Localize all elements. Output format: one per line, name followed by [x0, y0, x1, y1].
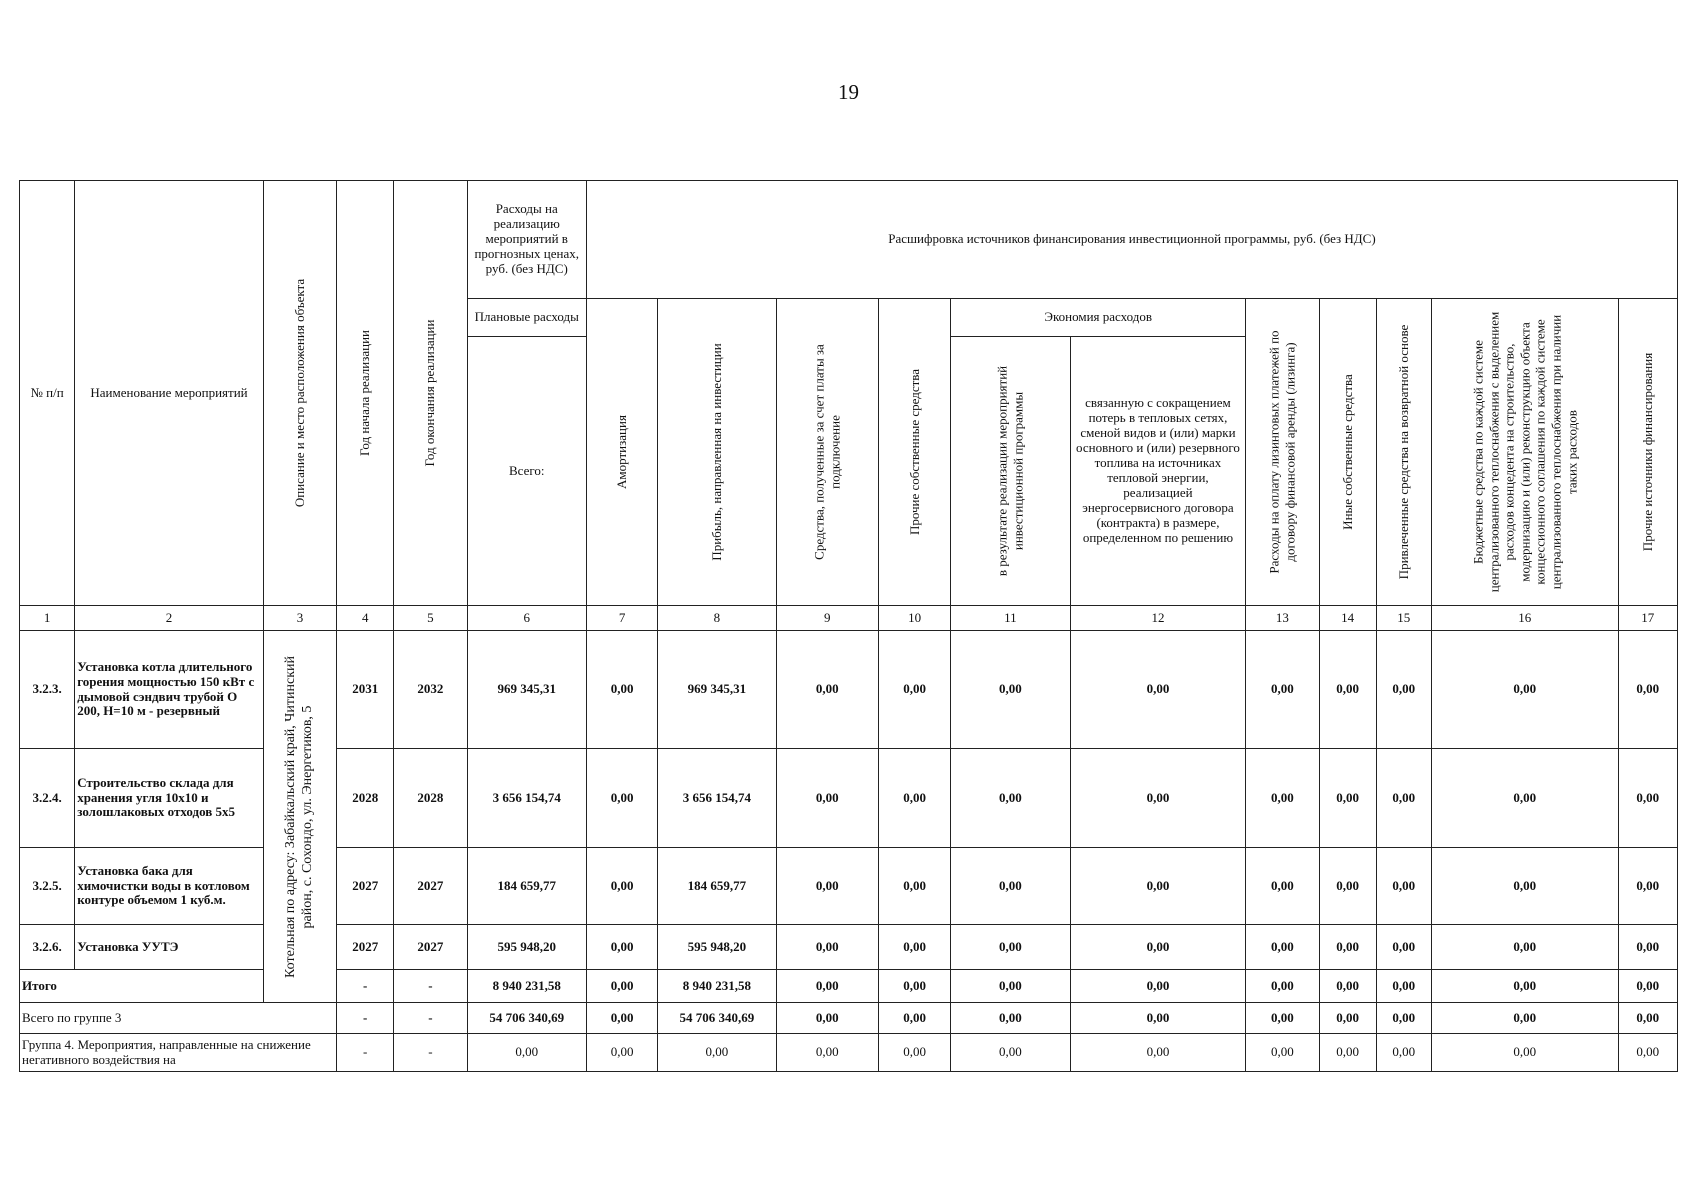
itogo-c7: 0,00	[586, 970, 657, 1003]
row-c10: 0,00	[878, 848, 950, 925]
colnum: 3	[263, 606, 336, 631]
header-borrowed: Привлеченные средства на возвратной основе	[1395, 324, 1411, 580]
row-end: 2032	[394, 631, 467, 749]
itogo-c15: 0,00	[1376, 970, 1431, 1003]
colnum: 17	[1618, 606, 1677, 631]
vsego-row	[20, 1003, 1678, 1034]
group4-total: 0,00	[467, 1034, 586, 1072]
colnum: 13	[1246, 606, 1319, 631]
row-c16: 0,00	[1431, 848, 1618, 925]
row-c15: 0,00	[1376, 749, 1431, 848]
row-c9: 0,00	[776, 749, 878, 848]
header-expenses: Расходы на реализацию мероприятий в прогнозных ценах, руб. (без НДС)	[467, 181, 586, 299]
row-c12: 0,00	[1070, 749, 1246, 848]
row-c16: 0,00	[1431, 925, 1618, 970]
header-other-own-funds: Иные собственные средства	[1339, 374, 1355, 530]
colnum: 16	[1431, 606, 1618, 631]
row-c15: 0,00	[1376, 848, 1431, 925]
colnum: 4	[337, 606, 394, 631]
group4-c15: 0,00	[1376, 1034, 1431, 1072]
header-planned: Плановые расходы	[467, 299, 586, 337]
investment-table	[19, 180, 1678, 1072]
row-name: Строительство склада для хранения угля 10х10 и золошлаковых отходов 5х5	[75, 749, 264, 848]
colnum: 12	[1070, 606, 1246, 631]
vsego-c13: 0,00	[1246, 1003, 1319, 1034]
row-c8: 969 345,31	[658, 631, 776, 749]
header-num: № п/п	[20, 181, 75, 606]
group4-c8: 0,00	[658, 1034, 776, 1072]
vsego-c17: 0,00	[1618, 1003, 1677, 1034]
header-budget: Бюджетные средства по каждой системе централизованного теплоснабжения с выделением расходов концедента на строительство, модернизацию и (или) реконструкцию объекта концессионного соглашения по каждой системе централизованного теплоснабжения при наличии таких расходов	[1470, 311, 1579, 593]
row-total: 3 656 154,74	[467, 749, 586, 848]
row-end: 2027	[394, 925, 467, 970]
location-cell	[263, 631, 336, 1003]
row-c7: 0,00	[586, 848, 657, 925]
row-start: 2031	[337, 631, 394, 749]
group4-label: Группа 4. Мероприятия, направленные на снижение негативного воздействия на	[20, 1034, 337, 1072]
row-c9: 0,00	[776, 848, 878, 925]
vsego-c15: 0,00	[1376, 1003, 1431, 1034]
colnum: 11	[951, 606, 1070, 631]
colnum: 14	[1319, 606, 1376, 631]
header-row-1	[20, 181, 1678, 299]
row-c8: 595 948,20	[658, 925, 776, 970]
row-c8: 3 656 154,74	[658, 749, 776, 848]
group4-c12: 0,00	[1070, 1034, 1246, 1072]
row-c10: 0,00	[878, 631, 950, 749]
vsego-c9: 0,00	[776, 1003, 878, 1034]
itogo-c17: 0,00	[1618, 970, 1677, 1003]
row-c10: 0,00	[878, 749, 950, 848]
vsego-c8: 54 706 340,69	[658, 1003, 776, 1034]
row-c14: 0,00	[1319, 925, 1376, 970]
itogo-start: -	[337, 970, 394, 1003]
header-profit: Прибыль, направленная на инвестиции	[709, 343, 725, 561]
header-start-year: Год начала реализации	[357, 329, 373, 457]
row-total: 184 659,77	[467, 848, 586, 925]
colnum: 10	[878, 606, 950, 631]
column-numbers-row	[20, 606, 1678, 631]
row-c16: 0,00	[1431, 749, 1618, 848]
group4-end: -	[394, 1034, 467, 1072]
group4-start: -	[337, 1034, 394, 1072]
row-c7: 0,00	[586, 631, 657, 749]
row-c12: 0,00	[1070, 631, 1246, 749]
location-text: Котельная по адресу: Забайкальский край, Читинский район, с. Сохондо, ул. Энергетиков, 5	[283, 655, 315, 978]
colnum: 7	[586, 606, 657, 631]
row-c13: 0,00	[1246, 848, 1319, 925]
header-name: Наименование мероприятий	[75, 181, 264, 606]
header-end-cell	[394, 181, 467, 606]
vsego-c10: 0,00	[878, 1003, 950, 1034]
row-name: Установка УУТЭ	[75, 925, 264, 970]
colnum: 1	[20, 606, 75, 631]
itogo-end: -	[394, 970, 467, 1003]
row-c14: 0,00	[1319, 749, 1376, 848]
row-num: 3.2.3.	[20, 631, 75, 749]
row-num: 3.2.5.	[20, 848, 75, 925]
row-c9: 0,00	[776, 631, 878, 749]
vsego-c14: 0,00	[1319, 1003, 1376, 1034]
row-name: Установка котла длительного горения мощностью 150 кВт с дымовой сэндвич трубой О 200, Н=10 м - резервный	[75, 631, 264, 749]
header-leasing: Расходы на оплату лизинговых платежей по договору финансовой аренды (лизинга)	[1266, 330, 1298, 574]
header-location-cell	[263, 181, 336, 606]
row-end: 2028	[394, 749, 467, 848]
row-start: 2027	[337, 848, 394, 925]
colnum: 8	[658, 606, 776, 631]
row-c15: 0,00	[1376, 631, 1431, 749]
itogo-c11: 0,00	[951, 970, 1070, 1003]
vsego-c7: 0,00	[586, 1003, 657, 1034]
row-c13: 0,00	[1246, 925, 1319, 970]
itogo-c8: 8 940 231,58	[658, 970, 776, 1003]
row-c7: 0,00	[586, 925, 657, 970]
row-c11: 0,00	[951, 749, 1070, 848]
group4-c14: 0,00	[1319, 1034, 1376, 1072]
colnum: 9	[776, 606, 878, 631]
header-economy-losses: связанную с сокращением потерь в тепловых сетях, сменой видов и (или) марки основного и (или) резервного топлива на источниках тепловой энергии, реализацией энергосервисного договора (контракта) в размере, определенном по решению	[1070, 337, 1246, 606]
vsego-end: -	[394, 1003, 467, 1034]
header-amortization: Амортизация	[614, 415, 630, 489]
row-c8: 184 659,77	[658, 848, 776, 925]
itogo-label: Итого	[20, 970, 264, 1003]
itogo-total: 8 940 231,58	[467, 970, 586, 1003]
row-c17: 0,00	[1618, 925, 1677, 970]
header-total: Всего:	[467, 337, 586, 606]
colnum: 6	[467, 606, 586, 631]
row-c7: 0,00	[586, 749, 657, 848]
row-start: 2028	[337, 749, 394, 848]
group4-c13: 0,00	[1246, 1034, 1319, 1072]
row-c17: 0,00	[1618, 749, 1677, 848]
row-c11: 0,00	[951, 631, 1070, 749]
group4-c17: 0,00	[1618, 1034, 1677, 1072]
row-start: 2027	[337, 925, 394, 970]
table-row	[20, 631, 1678, 749]
row-total: 969 345,31	[467, 631, 586, 749]
group4-row	[20, 1034, 1678, 1072]
row-c14: 0,00	[1319, 631, 1376, 749]
group4-c10: 0,00	[878, 1034, 950, 1072]
vsego-c16: 0,00	[1431, 1003, 1618, 1034]
header-economy-program: в результате реализации мероприятий инвестиционной программы	[994, 365, 1026, 577]
header-other-sources: Прочие источники финансирования	[1639, 352, 1655, 552]
group4-c7: 0,00	[586, 1034, 657, 1072]
row-num: 3.2.4.	[20, 749, 75, 848]
row-c13: 0,00	[1246, 749, 1319, 848]
row-name: Установка бака для химочистки воды в котловом контуре объемом 1 куб.м.	[75, 848, 264, 925]
itogo-c12: 0,00	[1070, 970, 1246, 1003]
header-end-year: Год окончания реализации	[422, 319, 438, 467]
row-c11: 0,00	[951, 848, 1070, 925]
itogo-c10: 0,00	[878, 970, 950, 1003]
itogo-c14: 0,00	[1319, 970, 1376, 1003]
vsego-c11: 0,00	[951, 1003, 1070, 1034]
colnum: 5	[394, 606, 467, 631]
row-c16: 0,00	[1431, 631, 1618, 749]
row-c17: 0,00	[1618, 631, 1677, 749]
header-location: Описание и место расположения объекта	[292, 278, 308, 508]
group4-c9: 0,00	[776, 1034, 878, 1072]
vsego-start: -	[337, 1003, 394, 1034]
header-economy: Экономия расходов	[951, 299, 1246, 337]
row-total: 595 948,20	[467, 925, 586, 970]
itogo-c13: 0,00	[1246, 970, 1319, 1003]
row-c15: 0,00	[1376, 925, 1431, 970]
row-c11: 0,00	[951, 925, 1070, 970]
header-connection-fee: Средства, полученные за счет платы за подключение	[811, 344, 843, 560]
group4-c11: 0,00	[951, 1034, 1070, 1072]
row-num: 3.2.6.	[20, 925, 75, 970]
row-c9: 0,00	[776, 925, 878, 970]
row-c12: 0,00	[1070, 848, 1246, 925]
row-c12: 0,00	[1070, 925, 1246, 970]
itogo-c16: 0,00	[1431, 970, 1618, 1003]
row-c10: 0,00	[878, 925, 950, 970]
colnum: 2	[75, 606, 264, 631]
vsego-total: 54 706 340,69	[467, 1003, 586, 1034]
header-financing-title: Расшифровка источников финансирования инвестиционной программы, руб. (без НДС)	[586, 181, 1677, 299]
page-number: 19	[838, 80, 859, 104]
row-end: 2027	[394, 848, 467, 925]
row-c17: 0,00	[1618, 848, 1677, 925]
colnum: 15	[1376, 606, 1431, 631]
row-c13: 0,00	[1246, 631, 1319, 749]
group4-c16: 0,00	[1431, 1034, 1618, 1072]
vsego-c12: 0,00	[1070, 1003, 1246, 1034]
row-c14: 0,00	[1319, 848, 1376, 925]
header-start-cell	[337, 181, 394, 606]
itogo-c9: 0,00	[776, 970, 878, 1003]
header-other-own: Прочие собственные средства	[906, 368, 922, 536]
vsego-label: Всего по группе 3	[20, 1003, 337, 1034]
